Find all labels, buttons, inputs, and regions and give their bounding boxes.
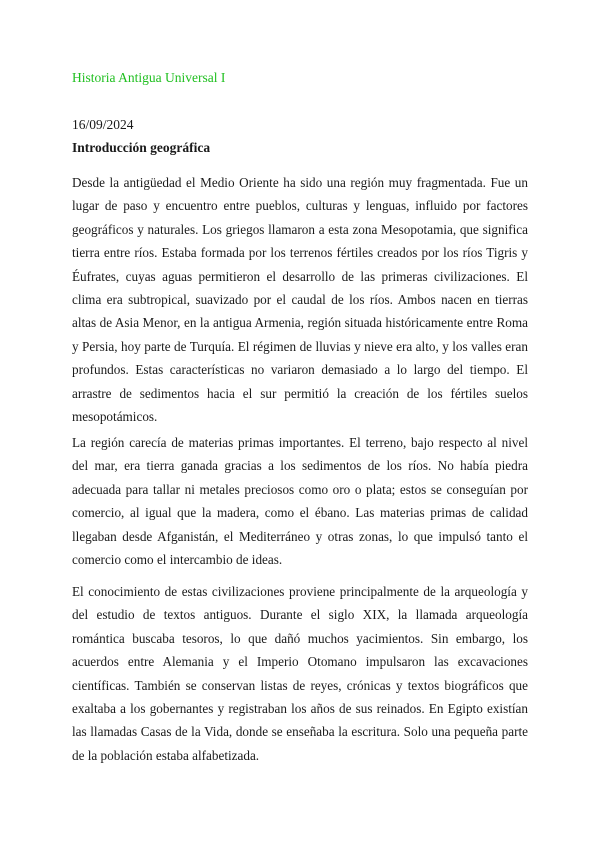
- course-title: Historia Antigua Universal I: [72, 70, 226, 85]
- document-date: 16/09/2024: [72, 117, 134, 132]
- paragraph-3: El conocimiento de estas civilizaciones proviene principalmente de la arqueología y del estudio de textos antiguos. Durante el siglo XIX, la llamada arqueología romántica buscaba tesoros, lo que dañó muchos yacimientos. Sin embargo, los acuerdos entre Alemania y el Imperio Otomano impulsaron las excavaciones científicas. También se conservan listas de reyes, crónicas y textos biográficos que exaltaba a los gobernantes y registraban los años de sus reinados. En Egipto existían las llamadas Casas de la Vida, donde se enseñaba la escritura. Solo una pequeña parte de la población estaba alfabetizada.: [72, 584, 528, 763]
- paragraph-1: Desde la antigüedad el Medio Oriente ha sido una región muy fragmentada. Fue un lugar de paso y encuentro entre pueblos, culturas y lenguas, influido por factores geográficos y naturales. Los griegos llamaron a esta zona Mesopotamia, que significa tierra entre ríos. Estaba formada por los terrenos fértiles creados por los ríos Tigris y Éufrates, cuyas aguas permitieron el desarrollo de las primeras civilizaciones. El clima era subtropical, suavizado por el caudal de los ríos. Ambos nacen en tierras altas de Asia Menor, en la antigua Armenia, región situada históricamente entre Roma y Persia, hoy parte de Turquía. El régimen de lluvias y nieve era alto, y los valles eran profundos. Estas características no variaron demasiado a lo largo del tiempo. El arrastre de sedimentos hacia el sur permitió la creación de los fértiles suelos mesopotámicos.: [72, 175, 528, 425]
- paragraph-2: La región carecía de materias primas importantes. El terreno, bajo respecto al nivel del mar, era tierra ganada gracias a los sedimentos de los ríos. No había piedra adecuada para tallar ni metales preciosos como oro o plata; estos se conseguían por comercio, al igual que la madera, como el ébano. Las materias primas de calidad llegaban desde Afganistán, el Mediterráneo y otras zonas, lo que impulsó tanto el comercio como el intercambio de ideas.: [72, 435, 528, 568]
- section-heading: Introducción geográfica: [72, 140, 211, 155]
